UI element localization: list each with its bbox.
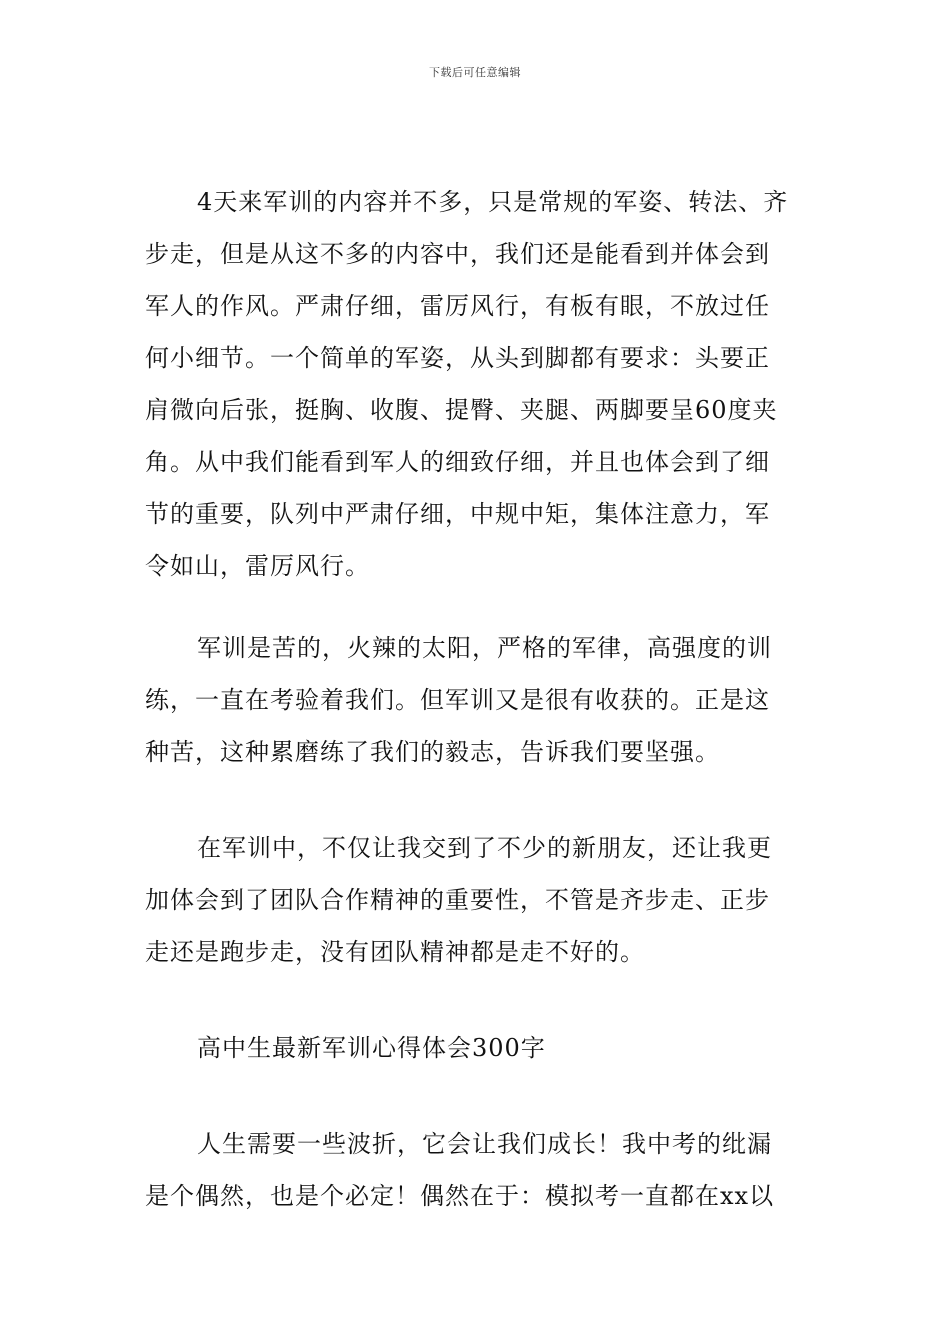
page-header: 下载后可任意编辑	[429, 66, 521, 79]
paragraph-life-setbacks	[145, 1118, 808, 1222]
paragraph-line: 何小细节。一个简单的军姿，从头到脚都有要求：头要正	[145, 344, 770, 372]
section-heading-text: 高中生最新军训心得体会300字	[197, 1034, 546, 1062]
paragraph-line: 练，一直在考验着我们。但军训又是很有收获的。正是这	[145, 686, 770, 714]
paragraph-line: 加体会到了团队合作精神的重要性，不管是齐步走、正步	[145, 886, 770, 914]
paragraph-line: 人生需要一些波折，它会让我们成长！我中考的纰漏	[197, 1130, 772, 1158]
paragraph-training-hardship	[145, 622, 808, 778]
paragraph-line: 节的重要，队列中严肃仔细，中规中矩，集体注意力，军	[145, 500, 770, 528]
paragraph-line: 角。从中我们能看到军人的细致仔细，并且也体会到了细	[145, 448, 770, 476]
paragraph-military-training-content	[145, 176, 808, 592]
paragraph-line: 肩微向后张，挺胸、收腹、提臀、夹腿、两脚要呈60度夹	[145, 396, 778, 424]
paragraph-line: 走还是跑步走，没有团队精神都是走不好的。	[145, 938, 645, 966]
section-heading	[145, 1022, 808, 1074]
paragraph-line: 令如山，雷厉风行。	[145, 552, 370, 580]
paragraph-line: 在军训中，不仅让我交到了不少的新朋友，还让我更	[197, 834, 772, 862]
paragraph-line: 4天来军训的内容并不多，只是常规的军姿、转法、齐	[197, 188, 789, 216]
paragraph-line: 步走，但是从这不多的内容中，我们还是能看到并体会到	[145, 240, 770, 268]
paragraph-line: 是个偶然，也是个必定！偶然在于：模拟考一直都在xx以	[145, 1182, 775, 1210]
paragraph-teamwork	[145, 822, 808, 978]
paragraph-line: 种苦，这种累磨练了我们的毅志，告诉我们要坚强。	[145, 738, 720, 766]
paragraph-line: 军训是苦的，火辣的太阳，严格的军律，高强度的训	[197, 634, 772, 662]
paragraph-line: 军人的作风。严肃仔细，雷厉风行，有板有眼，不放过任	[145, 292, 770, 320]
